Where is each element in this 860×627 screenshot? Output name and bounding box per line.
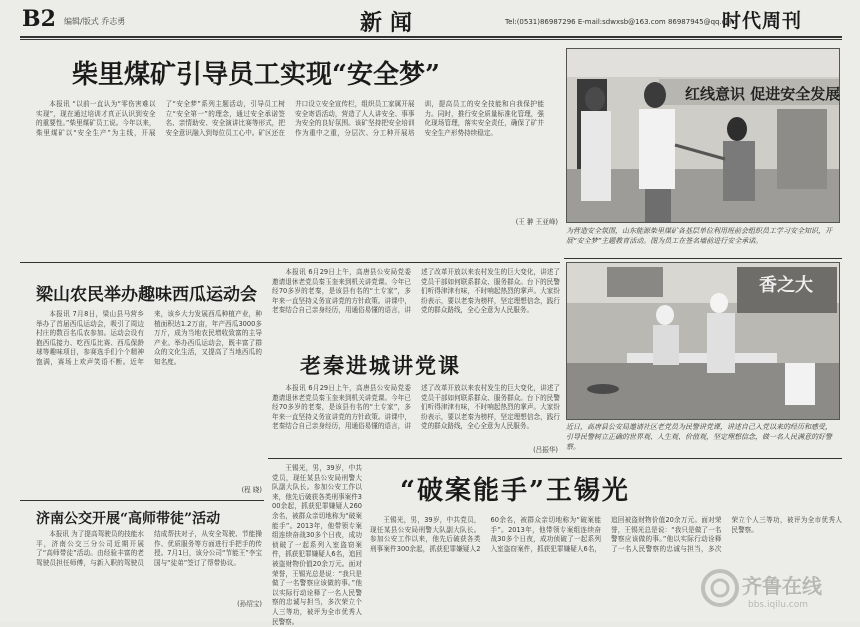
melon-byline: (程 晓) (241, 486, 262, 494)
safety-photo-slogan: 红线意识 促进安全发展 (685, 85, 841, 103)
safety-body (36, 100, 544, 220)
site-watermark (700, 566, 850, 618)
safety-body-text: 本报讯 “以前一直认为“零伤害难以实现”，现在通过培训才真正认识到安全的重要性。”柴里煤矿员工说。今年以来，柴里煤矿以“安全生产”为主线，开展了“安全梦”系列主题活动，引导员工树立“安全第一”的理念，通过安全承诺签名、亲情助安、安全演讲比赛等形式，把安全意识融入到每位员工心中。矿区还在井口设立安全宣传栏，组织员工家属开展安全寄语活动，营造了人人讲安全、事事为安全的良好氛围。该矿坚持把安全培训作为重中之重，分层次、分工种开展培训，提高员工的安全技能和自我保护能力。同时，推行安全质量标准化管理，强化现场管理，落实安全责任，确保了矿井安全生产形势持续稳定。 (36, 100, 544, 137)
rule-right (564, 258, 842, 259)
rule-left-low (20, 500, 264, 501)
safety-byline: (王 翀 王亚峰) (515, 218, 558, 226)
party-photo (566, 262, 840, 420)
detective-body-left (272, 464, 362, 626)
party-photo-sign: 香之大 (759, 275, 813, 296)
party-byline: (吕振华) (533, 446, 558, 454)
melon-headline: 梁山农民举办趣味西瓜运动会 (36, 285, 257, 305)
section-title: 新闻 (360, 10, 421, 36)
contact-line: Tel:(0531)86987296 E-mail:sdwxsb@163.com 86987945@qq.com (505, 18, 737, 26)
safety-photo-image (567, 49, 839, 222)
detective-body-left-text: 王锡光，男，39岁，中共党员，现任某县公安局刑警大队副大队长。参加公安工作以来，他先后破获各类刑事案件300余起，抓获犯罪嫌疑人260余名，被群众亲切地称为“破案能手”。2013年，他带领专案组连续奋战30多个日夜，成功侦破了一起系列入室盗窃案件，抓获犯罪嫌疑人6名，追回被盗财物价值20余万元。面对荣誉，王锡光总是说：“我只是做了一名警察应该做的事。”他以实际行动诠释了一名人民警察的忠诚与担当，多次荣立个人三等功，被评为全市优秀人民警察。 (272, 464, 362, 626)
bus-body-text: 本报讯 为了提高驾驶员的技能水平，济南公交三分公司近期开展了“高师带徒”活动。由经验丰富的老驾驶员担任师傅，与新入职的驾驶员结成帮扶对子，从安全驾驶、节能操作、优质服务等方面进行手把手的传授。7月1日，该分公司“节能王”李宝国与“徒弟”签订了帮带协议。 (36, 530, 262, 567)
detective-body-text: 王锡光，男，39岁，中共党员，现任某县公安局刑警大队副大队长。参加公安工作以来，他先后破获各类刑事案件300余起，抓获犯罪嫌疑人260余名，被群众亲切地称为“破案能手”。2013年，他带领专案组连续奋战30多个日夜，成功侦破了一起系列入室盗窃案件，抓获犯罪嫌疑人6名，追回被盗财物价值20余万元。面对荣誉，王锡光总是说：“我只是做了一名警察应该做的事。”他以实际行动诠释了一名人民警察的忠诚与担当，多次荣立个人三等功，被评为全市优秀人民警察。 (370, 516, 842, 553)
paper-name: 时代周刊 (722, 10, 803, 32)
safety-photo (566, 48, 840, 223)
rule-mid (20, 262, 560, 263)
melon-body (36, 310, 262, 486)
watermark-logo-icon (700, 568, 740, 608)
editor-line: 编辑/版式 乔志勇 (64, 17, 126, 26)
party-body-text: 本报讯 6月29日上午，高唐县公安局党委邀请退休老党员秦玉奎来到机关讲党课。今年已经70多岁的老秦，是该县有名的“土专家”，多年来一直坚持义务宣讲党的方针政策。讲课中，老秦结合自己亲身经历，用通俗易懂的语言，讲述了改革开放以来农村发生的巨大变化，讲述了党员干部如何联系群众、服务群众。台下的民警们听得津津有味，不时响起热烈的掌声。大家纷纷表示，要以老秦为榜样，坚定理想信念，践行党的群众路线，全心全意为人民服务。 (272, 268, 560, 315)
rule-right-low (268, 458, 842, 459)
party-body (272, 268, 560, 346)
bus-headline: 济南公交开展“高师带徒”活动 (36, 511, 221, 527)
watermark-text: 齐鲁在线 (742, 574, 822, 598)
safety-headline: 柴里煤矿引导员工实现“安全梦” (72, 60, 440, 90)
party-headline: 老秦进城讲党课 (300, 353, 461, 378)
detective-headline: “破案能手”王锡光 (400, 476, 630, 506)
page-code: B2 (22, 6, 56, 32)
melon-body-text: 本报讯 7月8日，梁山县马营乡举办了首届西瓜运动会，吸引了周边村庄的数百名瓜农参加。运动会设有抱西瓜接力、吃西瓜比赛、西瓜保龄球等趣味项目，参赛选手们个个精神饱满，赛场上欢声笑语不断。近年来，该乡大力发展西瓜种植产业，种植面积达1.2万亩，年产西瓜3000多万斤，成为当地农民增收致富的主导产业。举办西瓜运动会，既丰富了群众的文化生活，又提高了当地西瓜的知名度。 (36, 310, 262, 366)
bus-body (36, 530, 262, 600)
party-photo-caption: 近日，高唐县公安局邀请社区老党员为民警讲党课，讲述自己入党以来的经历和感受，引导民警树立正确的世界观、人生观、价值观，坚定理想信念，做一名人民满意的好警察。 (566, 423, 832, 451)
safety-photo-caption: 为营造安全氛围，山东能源柴里煤矿各基层单位利用班前会组织员工学习安全知识，开展“安全梦”主题教育活动。图为员工在签名墙前进行安全承诺。 (566, 227, 832, 245)
masthead-rule (20, 36, 842, 38)
masthead-rule-thin (20, 39, 842, 40)
bus-byline: (孙绍宝) (237, 600, 262, 608)
watermark-url: bbs.iqilu.com (748, 600, 808, 610)
party-body-text-2: 本报讯 6月29日上午，高唐县公安局党委邀请退休老党员秦玉奎来到机关讲党课。今年已经70多岁的老秦，是该县有名的“土专家”，多年来一直坚持义务宣讲党的方针政策。讲课中，老秦结合自己亲身经历，用通俗易懂的语言，讲述了改革开放以来农村发生的巨大变化，讲述了党员干部如何联系群众、服务群众。台下的民警们听得津津有味，不时响起热烈的掌声。大家纷纷表示，要以老秦为榜样，坚定理想信念，践行党的群众路线，全心全意为人民服务。 (272, 384, 560, 431)
